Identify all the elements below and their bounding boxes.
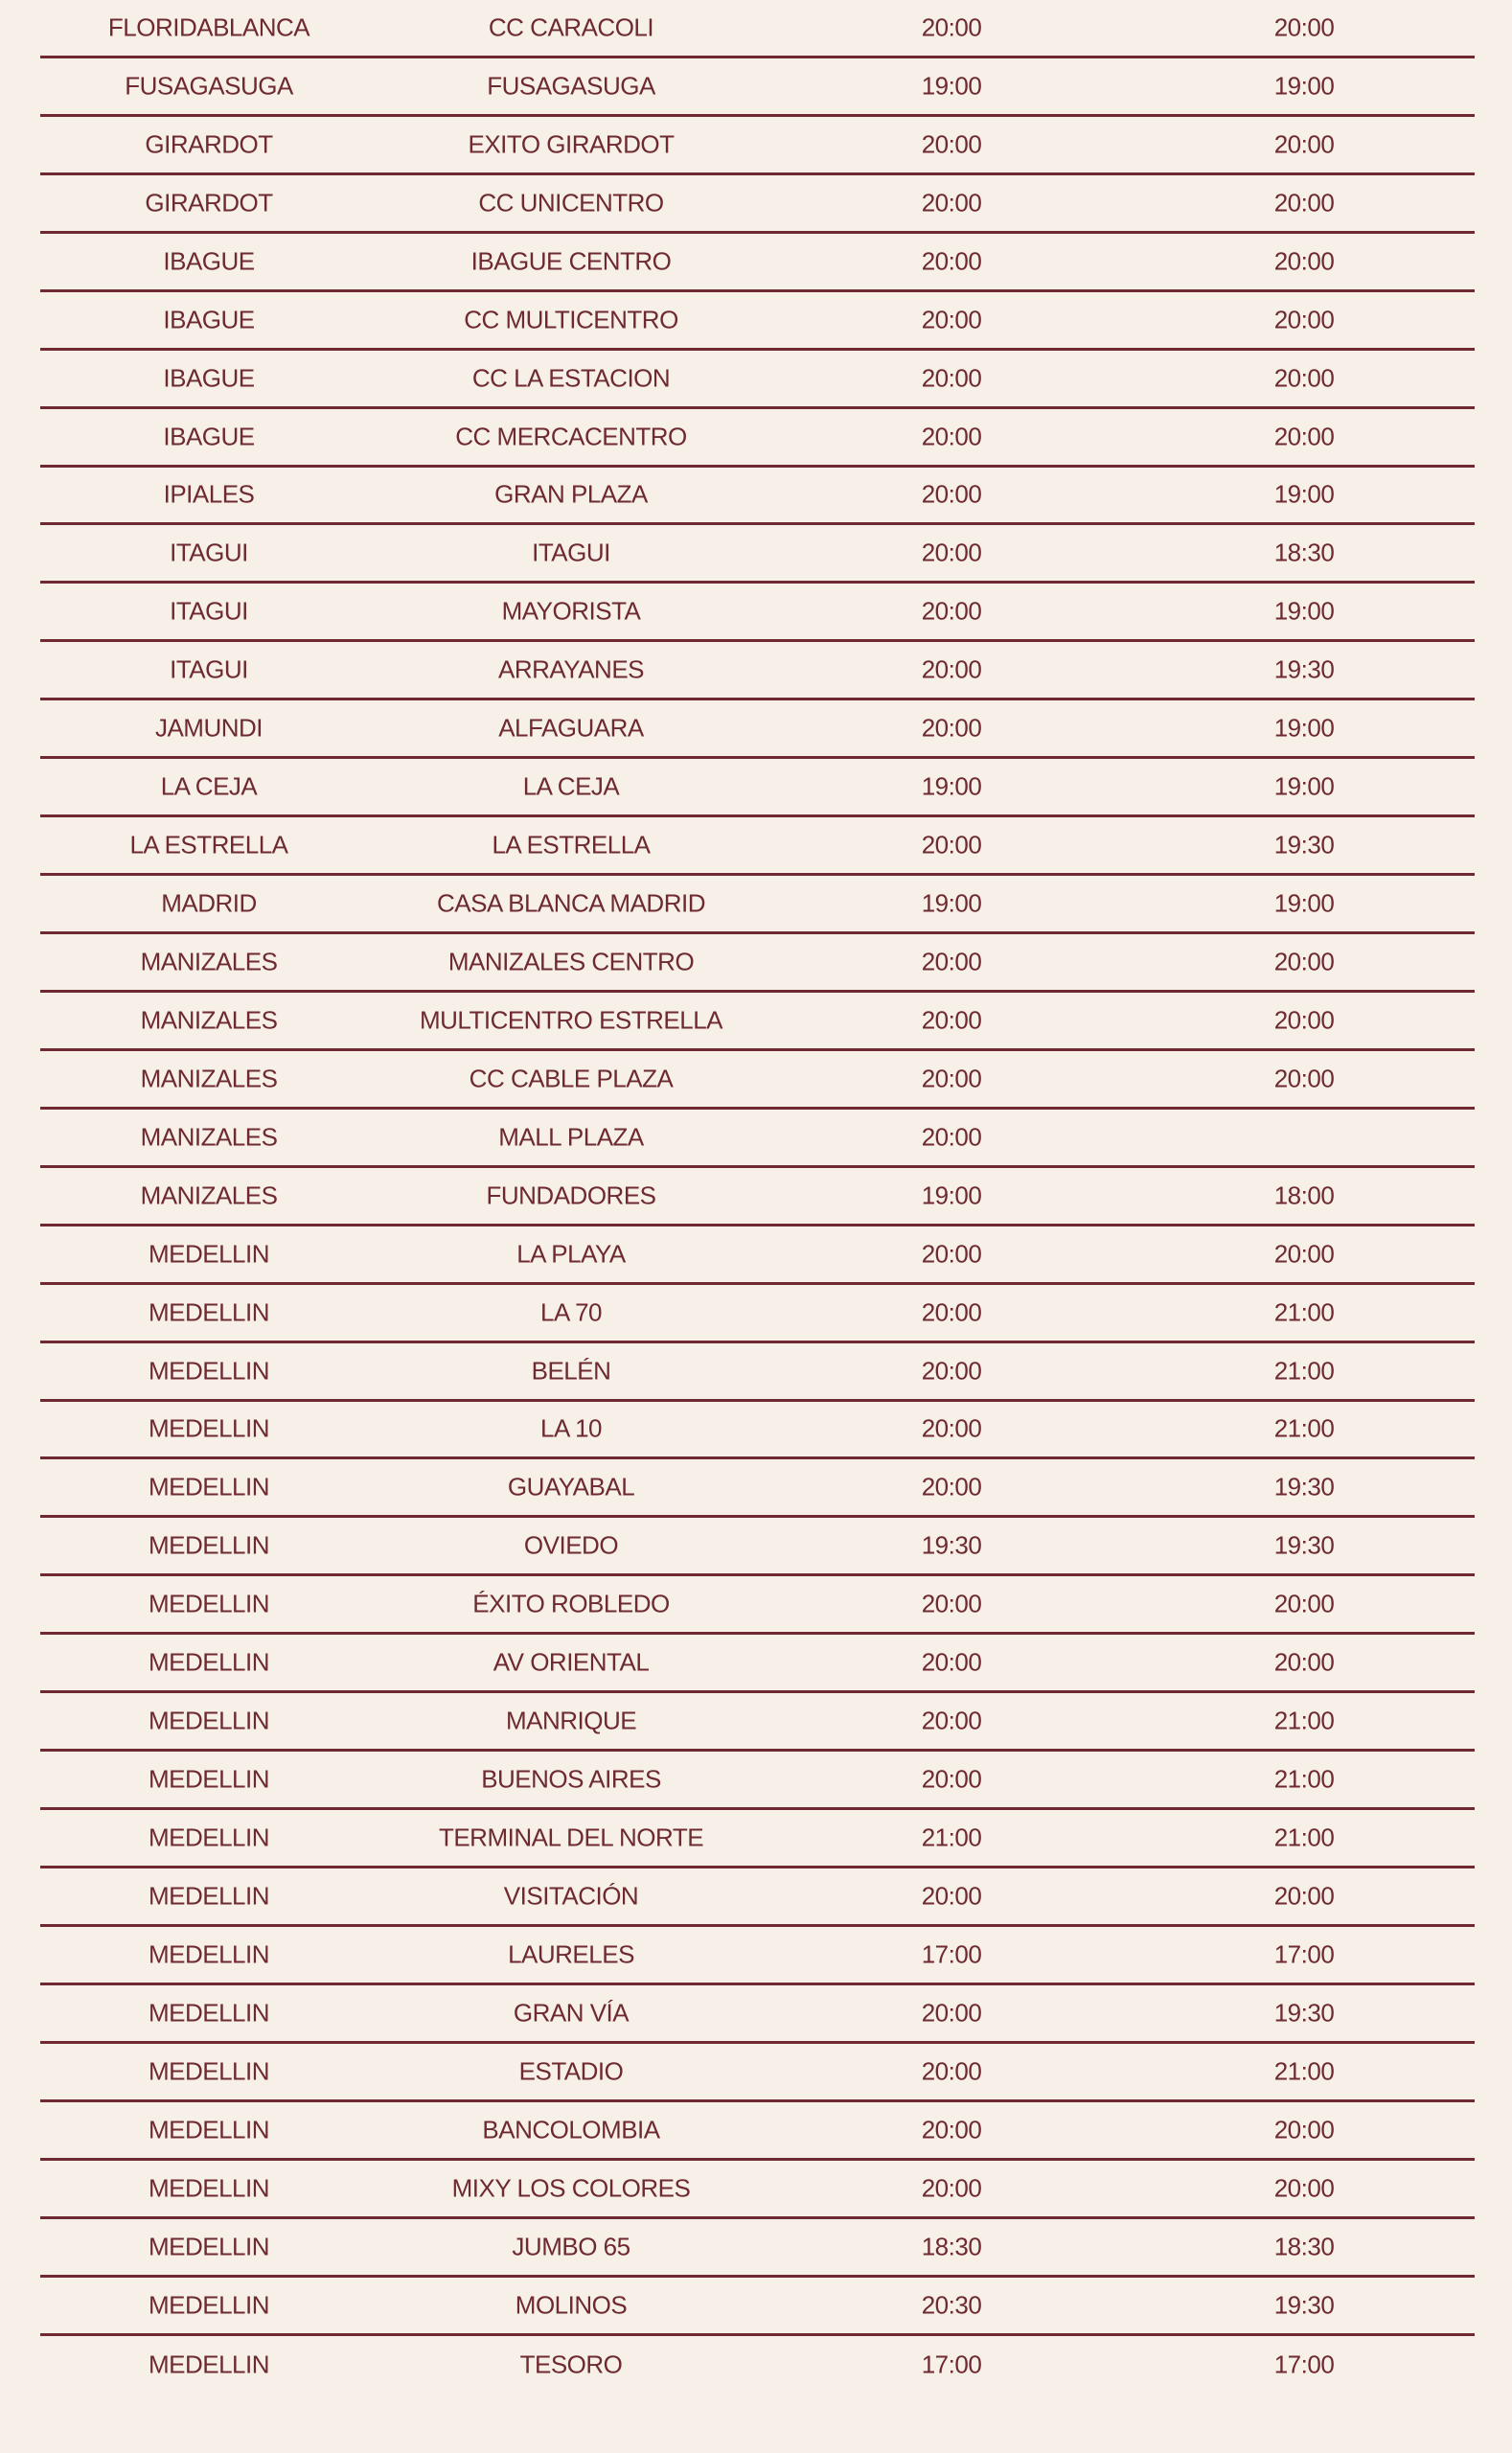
cell-hours-2: 20:00 [1273,246,1335,276]
cell-city: MANIZALES [140,1181,278,1210]
cell-hours-2: 20:00 [1273,1005,1335,1035]
table-row [40,1168,1475,1226]
table-row [40,1927,1475,1985]
cell-store: MIXY LOS COLORES [451,2173,691,2203]
table-row [40,2219,1475,2278]
cell-hours-1: 17:00 [921,2350,982,2379]
cell-store: GRAN PLAZA [494,479,648,509]
cell-store: MOLINOS [515,2290,628,2320]
cell-hours-2: 17:00 [1273,2350,1335,2379]
cell-hours-2: 19:00 [1273,888,1335,918]
cell-store: TESORO [519,2350,623,2379]
cell-store: GRAN VÍA [513,1998,630,2028]
table-row [40,1343,1475,1402]
cell-hours-1: 20:00 [921,1706,982,1735]
cell-store: ITAGUI [532,538,610,567]
cell-city: MEDELLIN [148,1881,270,1911]
cell-hours-2: 20:00 [1273,1647,1335,1677]
cell-hours-1: 20:00 [921,422,982,451]
cell-store: ÉXITO ROBLEDO [472,1589,670,1618]
table-row [40,759,1475,817]
cell-city: MEDELLIN [148,2350,270,2379]
table-row [40,2161,1475,2219]
cell-hours-1: 19:00 [921,71,982,101]
table-row [40,1051,1475,1110]
cell-hours-2: 19:30 [1273,1530,1335,1560]
cell-hours-2: 19:30 [1273,1998,1335,2028]
cell-hours-1: 20:00 [921,305,982,334]
cell-store: LA 70 [539,1297,603,1327]
cell-hours-2: 20:00 [1273,188,1335,218]
cell-hours-1: 20:00 [921,713,982,743]
cell-hours-2: 17:00 [1273,1939,1335,1969]
cell-city: ITAGUI [170,538,248,567]
table-row [40,1810,1475,1868]
table-row [40,351,1475,409]
cell-hours-2: 19:30 [1273,1472,1335,1502]
cell-store: FUSAGASUGA [487,71,655,101]
cell-store: LA 10 [539,1413,603,1443]
cell-store: AV ORIENTAL [493,1647,650,1677]
cell-hours-1: 20:00 [921,479,982,509]
table-row [40,1868,1475,1927]
cell-city: MEDELLIN [148,1356,270,1386]
cell-city: FLORIDABLANCA [107,12,310,42]
cell-hours-1: 19:00 [921,1181,982,1210]
cell-hours-1: 20:00 [921,1064,982,1093]
cell-store: LA ESTRELLA [492,830,651,860]
cell-hours-1: 20:00 [921,1122,982,1152]
cell-hours-1: 19:00 [921,888,982,918]
cell-hours-1: 20:00 [921,538,982,567]
cell-city: LA ESTRELLA [129,830,288,860]
cell-hours-2: 21:00 [1273,1706,1335,1735]
cell-hours-1: 20:00 [921,1998,982,2028]
cell-city: MEDELLIN [148,2056,270,2086]
table-row [40,876,1475,934]
cell-hours-2: 19:00 [1273,771,1335,801]
cell-hours-2: 21:00 [1273,1356,1335,1386]
cell-hours-1: 20:00 [921,1005,982,1035]
cell-hours-2: 21:00 [1273,1297,1335,1327]
cell-city: MEDELLIN [148,1764,270,1794]
cell-store: CC MERCACENTRO [455,422,687,451]
cell-hours-2: 19:00 [1273,596,1335,626]
cell-store: LAURELES [508,1939,634,1969]
cell-hours-1: 20:00 [921,1589,982,1618]
cell-city: MEDELLIN [148,2232,270,2261]
cell-hours-1: 21:00 [921,1823,982,1852]
table-row [40,468,1475,526]
cell-store: JUMBO 65 [512,2232,630,2261]
table-row [40,1110,1475,1168]
cell-city: IBAGUE [163,246,255,276]
cell-hours-1: 20:00 [921,947,982,976]
cell-city: JAMUNDI [154,713,263,743]
cell-hours-2: 21:00 [1273,2056,1335,2086]
cell-hours-1: 20:00 [921,596,982,626]
cell-hours-2: 20:00 [1273,422,1335,451]
table-row [40,700,1475,759]
cell-store: MANRIQUE [505,1706,637,1735]
cell-store: CC MULTICENTRO [464,305,678,334]
table-row [40,1576,1475,1635]
cell-city: MEDELLIN [148,1530,270,1560]
cell-hours-2: 20:00 [1273,363,1335,393]
table-row [40,993,1475,1051]
cell-city: MEDELLIN [148,1706,270,1735]
cell-hours-2: 21:00 [1273,1764,1335,1794]
table-row [40,409,1475,468]
cell-store: CASA BLANCA MADRID [437,888,705,918]
cell-store: FUNDADORES [486,1181,656,1210]
table-row [40,584,1475,642]
cell-city: MADRID [161,888,257,918]
cell-city: MEDELLIN [148,1239,270,1269]
table-row [40,175,1475,234]
cell-hours-2: 20:00 [1273,1881,1335,1911]
cell-hours-2: 21:00 [1273,1823,1335,1852]
cell-hours-1: 17:00 [921,1939,982,1969]
cell-hours-1: 19:30 [921,1530,982,1560]
cell-hours-1: 20:30 [921,2290,982,2320]
cell-hours-1: 19:00 [921,771,982,801]
cell-hours-2: 20:00 [1273,12,1335,42]
cell-hours-2: 20:00 [1273,129,1335,159]
cell-city: IBAGUE [163,305,255,334]
cell-store: MAYORISTA [501,596,641,626]
cell-city: IBAGUE [163,422,255,451]
cell-store: CC CARACOLI [488,12,654,42]
cell-store: EXITO GIRARDOT [468,129,675,159]
cell-hours-2: 19:30 [1273,654,1335,684]
cell-city: MEDELLIN [148,2173,270,2203]
cell-store: BELÉN [531,1356,611,1386]
cell-hours-1: 20:00 [921,1413,982,1443]
cell-hours-2: 18:00 [1273,1181,1335,1210]
table-row [40,1459,1475,1518]
cell-store: MANIZALES CENTRO [447,947,695,976]
cell-city: GIRARDOT [145,129,273,159]
table-row [40,1635,1475,1693]
cell-store: BUENOS AIRES [481,1764,661,1794]
cell-city: MEDELLIN [148,2115,270,2144]
table-row [40,292,1475,351]
cell-city: MANIZALES [140,1005,278,1035]
cell-hours-1: 20:00 [921,2056,982,2086]
cell-hours-1: 20:00 [921,363,982,393]
cell-store: GUAYABAL [507,1472,635,1502]
cell-hours-1: 20:00 [921,1239,982,1269]
cell-hours-2: 20:00 [1273,305,1335,334]
cell-city: LA CEJA [160,771,258,801]
cell-store: ESTADIO [518,2056,624,2086]
cell-store: CC LA ESTACION [471,363,671,393]
cell-city: MEDELLIN [148,2290,270,2320]
cell-hours-1: 20:00 [921,654,982,684]
table-row [40,1518,1475,1576]
table-row [40,1402,1475,1460]
cell-city: GIRARDOT [145,188,273,218]
cell-store: BANCOLOMBIA [482,2115,660,2144]
cell-store: VISITACIÓN [503,1881,639,1911]
cell-city: MEDELLIN [148,1413,270,1443]
table-row [40,934,1475,993]
cell-city: MANIZALES [140,947,278,976]
cell-city: ITAGUI [170,654,248,684]
cell-city: MEDELLIN [148,1998,270,2028]
cell-city: MEDELLIN [148,1472,270,1502]
cell-hours-1: 20:00 [921,1647,982,1677]
cell-store: LA PLAYA [516,1239,626,1269]
table-row [40,1226,1475,1285]
cell-city: MEDELLIN [148,1647,270,1677]
table-row [40,2102,1475,2161]
cell-hours-2: 18:30 [1273,2232,1335,2261]
cell-hours-2: 19:00 [1273,71,1335,101]
cell-hours-2: 18:30 [1273,538,1335,567]
table-row [40,1752,1475,1810]
cell-hours-1: 20:00 [921,1881,982,1911]
cell-city: MANIZALES [140,1064,278,1093]
cell-hours-2: 20:00 [1273,1239,1335,1269]
cell-store: MULTICENTRO ESTRELLA [419,1005,723,1035]
cell-hours-1: 20:00 [921,1356,982,1386]
table-row [40,817,1475,876]
table-row [40,1985,1475,2044]
cell-hours-1: 20:00 [921,246,982,276]
cell-store: ALFAGUARA [498,713,644,743]
cell-city: IBAGUE [163,363,255,393]
table-row [40,2336,1475,2395]
cell-hours-2: 20:00 [1273,2173,1335,2203]
cell-store: MALL PLAZA [498,1122,644,1152]
table-row [40,2278,1475,2336]
table-row [40,525,1475,584]
cell-city: FUSAGASUGA [125,71,293,101]
cell-store: CC UNICENTRO [478,188,664,218]
cell-hours-2: 21:00 [1273,1413,1335,1443]
cell-hours-2: 20:00 [1273,2115,1335,2144]
cell-hours-1: 20:00 [921,1472,982,1502]
table-row [40,0,1475,58]
cell-city: MEDELLIN [148,1823,270,1852]
cell-hours-1: 20:00 [921,12,982,42]
table-row [40,117,1475,175]
table-row [40,58,1475,117]
cell-city: IPIALES [163,479,255,509]
cell-hours-1: 20:00 [921,1297,982,1327]
table-row [40,2044,1475,2102]
cell-hours-2: 19:00 [1273,713,1335,743]
cell-store: TERMINAL DEL NORTE [438,1823,704,1852]
table-row [40,1693,1475,1752]
table-row [40,234,1475,292]
cell-store: CC CABLE PLAZA [469,1064,674,1093]
cell-hours-1: 20:00 [921,830,982,860]
cell-store: ARRAYANES [497,654,645,684]
cell-hours-1: 18:30 [921,2232,982,2261]
cell-hours-2: 19:30 [1273,830,1335,860]
cell-hours-2: 20:00 [1273,1589,1335,1618]
cell-city: MEDELLIN [148,1939,270,1969]
cell-hours-1: 20:00 [921,1764,982,1794]
cell-hours-1: 20:00 [921,129,982,159]
table-row [40,642,1475,700]
cell-store: IBAGUE CENTRO [470,246,672,276]
cell-hours-1: 20:00 [921,188,982,218]
cell-hours-2: 19:30 [1273,2290,1335,2320]
cell-city: MEDELLIN [148,1589,270,1618]
cell-store: LA CEJA [522,771,620,801]
cell-store: OVIEDO [523,1530,619,1560]
cell-hours-1: 20:00 [921,2115,982,2144]
cell-city: ITAGUI [170,596,248,626]
cell-hours-2: 19:00 [1273,479,1335,509]
cell-city: MANIZALES [140,1122,278,1152]
cell-city: MEDELLIN [148,1297,270,1327]
cell-hours-2: 20:00 [1273,947,1335,976]
cell-hours-1: 20:00 [921,2173,982,2203]
store-hours-table [40,0,1475,2394]
cell-hours-2: 20:00 [1273,1064,1335,1093]
table-row [40,1285,1475,1343]
